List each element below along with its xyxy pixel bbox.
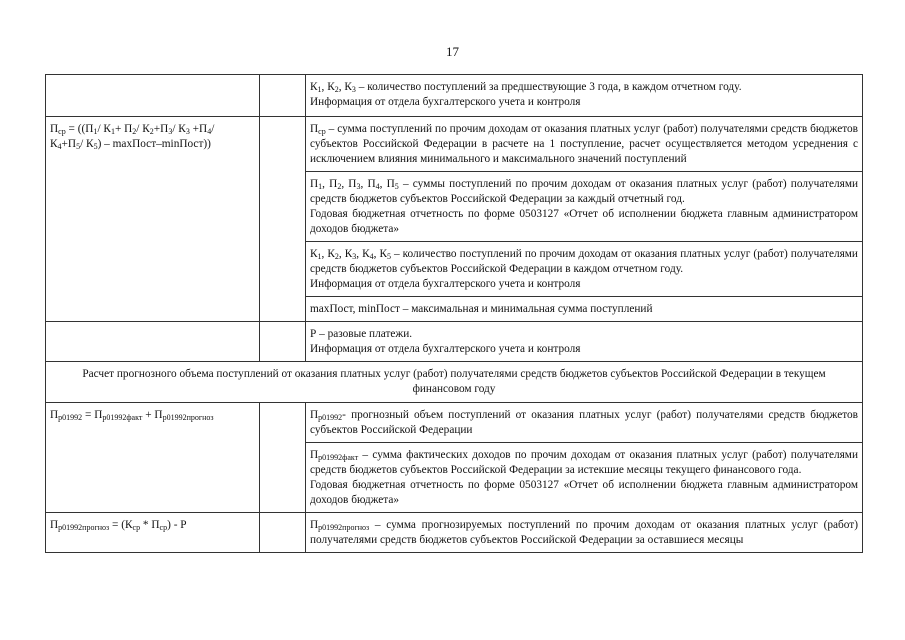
description-text: – количество поступлений по прочим доходам от оказания платных услуг (работ) получателями средств бюджетов субъектов Российской Федерации в каждом отчетном году. (310, 248, 858, 275)
spacer-cell (260, 403, 306, 513)
subscript: 4 (57, 142, 62, 151)
formula-text: * П (140, 519, 160, 531)
symbol: , П (360, 178, 376, 190)
table-row (46, 117, 863, 172)
methodology-table (45, 74, 863, 553)
subscript: 3 (168, 127, 173, 136)
formula-text: ) – maxПост–minПост)) (97, 138, 211, 150)
formula-text: +П (189, 123, 208, 135)
formula-cell (46, 117, 260, 322)
symbol: П (310, 178, 319, 190)
symbol: , К (356, 248, 370, 260)
subscript: 3 (185, 127, 190, 136)
spacer-cell (260, 322, 306, 362)
formula-text: +П (153, 123, 169, 135)
description-text: Р – разовые платежи. (310, 328, 413, 340)
symbol: , П (379, 178, 395, 190)
page-number: 17 (446, 44, 459, 59)
subscript: 3 (351, 85, 356, 94)
symbol: П (310, 519, 319, 531)
description-cell (306, 75, 863, 117)
formula-cell (46, 322, 260, 362)
formula-text: + П (114, 123, 133, 135)
symbol: , К (321, 81, 335, 93)
description-source: Годовая бюджетная отчетность по форме 0503127 «Отчет об исполнении бюджета главным администратором доходов бюджета» (310, 479, 858, 506)
description-source: Информация от отдела бухгалтерского учета и контроля (310, 96, 581, 108)
formula-text: / К (136, 123, 150, 135)
description-cell (306, 242, 863, 297)
formula-text: + П (142, 409, 163, 421)
symbol: , К (373, 248, 387, 260)
symbol: , П (322, 178, 338, 190)
symbol: , К (338, 81, 352, 93)
subscript: 5 (394, 182, 399, 191)
subscript: ср (159, 523, 168, 532)
formula-text: = П (82, 409, 103, 421)
spacer-cell (260, 75, 306, 117)
description-text: – количество поступлений за предшествующие 3 года, в каждом отчетном году. (355, 81, 742, 93)
description-text: - прогнозный объем поступлений от оказания платных услуг (работ) получателями средств бюджетов субъектов Российской Федерации (310, 409, 858, 436)
subscript: 2 (132, 127, 137, 136)
formula-text: = (К (109, 519, 133, 531)
description-source: Информация от отдела бухгалтерского учета и контроля (310, 278, 581, 290)
description-text: – сумма поступлений по прочим доходам от оказания платных услуг (работ) получателями средств бюджетов субъектов Российской Федерации в расчете на 1 поступление, расчет осуществляется методом усреднения с исключением влияния минимального и максимального значений поступлений (310, 123, 858, 165)
subscript: 1 (318, 182, 323, 191)
subscript: 1 (110, 127, 115, 136)
subscript: 4 (369, 252, 374, 261)
description-cell (306, 403, 863, 443)
subscript: 1 (317, 252, 322, 261)
description-cell (306, 513, 863, 553)
subscript: р01992прогноз (58, 523, 110, 532)
subscript: р01992 (318, 413, 343, 422)
formula-text: П (50, 409, 59, 421)
formula-text: / К (172, 123, 186, 135)
subscript: 1 (93, 127, 98, 136)
formula-text: П (50, 519, 59, 531)
description-text: – сумма фактических доходов по прочим доходам от оказания платных услуг (работ) получателями средств бюджетов субъектов Российской Федерации за истекшие месяцы текущего финансового года. (310, 449, 858, 476)
table-row (46, 322, 863, 362)
formula-text: = ((П (65, 123, 94, 135)
subscript: р01992прогноз (318, 523, 370, 532)
subscript: ср (58, 127, 66, 136)
description-cell (306, 297, 863, 322)
spacer-cell (260, 117, 306, 322)
subscript: 5 (76, 142, 81, 151)
spacer-cell (260, 513, 306, 553)
symbol: К (310, 248, 318, 260)
subscript: ср (318, 127, 326, 136)
subscript: 2 (149, 127, 154, 136)
table-row (46, 362, 863, 403)
formula-text: +П (61, 138, 77, 150)
subscript: 2 (337, 182, 342, 191)
description-source: Годовая бюджетная отчетность по форме 0503127 «Отчет об исполнении бюджета главным администратором доходов бюджета» (310, 208, 858, 235)
subscript: 5 (93, 142, 98, 151)
subscript: р01992факт (318, 453, 359, 462)
description-text: – сумма прогнозируемых поступлений по прочим доходам от оказания платных услуг (работ) получателями средств бюджетов субъектов Российской Федерации за оставшиеся месяцы (310, 519, 858, 546)
subscript: 2 (334, 252, 339, 261)
description-text: maxПост, minПост – максимальная и минимальная сумма поступлений (310, 303, 653, 315)
formula-cell (46, 513, 260, 553)
subscript: 4 (207, 127, 212, 136)
formula-text: К (50, 138, 58, 150)
subscript: р01992факт (102, 413, 143, 422)
symbol: П (310, 123, 319, 135)
formula-text: / К (80, 138, 94, 150)
description-cell (306, 117, 863, 172)
description-cell (306, 172, 863, 242)
subscript: ср (132, 523, 141, 532)
table-row (46, 403, 863, 443)
formula-text: / (211, 123, 215, 135)
symbol: К (310, 81, 318, 93)
subscript: р01992прогноз (162, 413, 214, 422)
subscript: 4 (375, 182, 380, 191)
description-cell (306, 443, 863, 513)
description-cell (306, 322, 863, 362)
description-text: – суммы поступлений по прочим доходам от оказания платных услуг (работ) получателями средств бюджетов субъектов Российской Федерации за каждый отчетный год. (310, 178, 859, 205)
formula-cell (46, 403, 260, 513)
subscript: 2 (334, 85, 339, 94)
formula-text: П (50, 123, 59, 135)
description-source: Информация от отдела бухгалтерского учета и контроля (310, 343, 581, 355)
symbol: П (310, 449, 319, 461)
table-row (46, 75, 863, 117)
section-title: Расчет прогнозного объема поступлений от оказания платных услуг (работ) получателями средств бюджетов субъектов Российской Федерации в текущем финансовом году (46, 362, 863, 403)
symbol: П (310, 409, 319, 421)
formula-text: / К (97, 123, 111, 135)
subscript: р01992 (58, 413, 83, 422)
subscript: 3 (356, 182, 361, 191)
formula-text: ) - Р (167, 519, 187, 531)
formula-cell (46, 75, 260, 117)
symbol: , К (338, 248, 353, 260)
symbol: , П (341, 178, 357, 190)
subscript: 1 (317, 85, 322, 94)
table-row (46, 513, 863, 553)
subscript: 5 (386, 252, 391, 261)
symbol: , К (321, 248, 335, 260)
subscript: 3 (352, 252, 357, 261)
